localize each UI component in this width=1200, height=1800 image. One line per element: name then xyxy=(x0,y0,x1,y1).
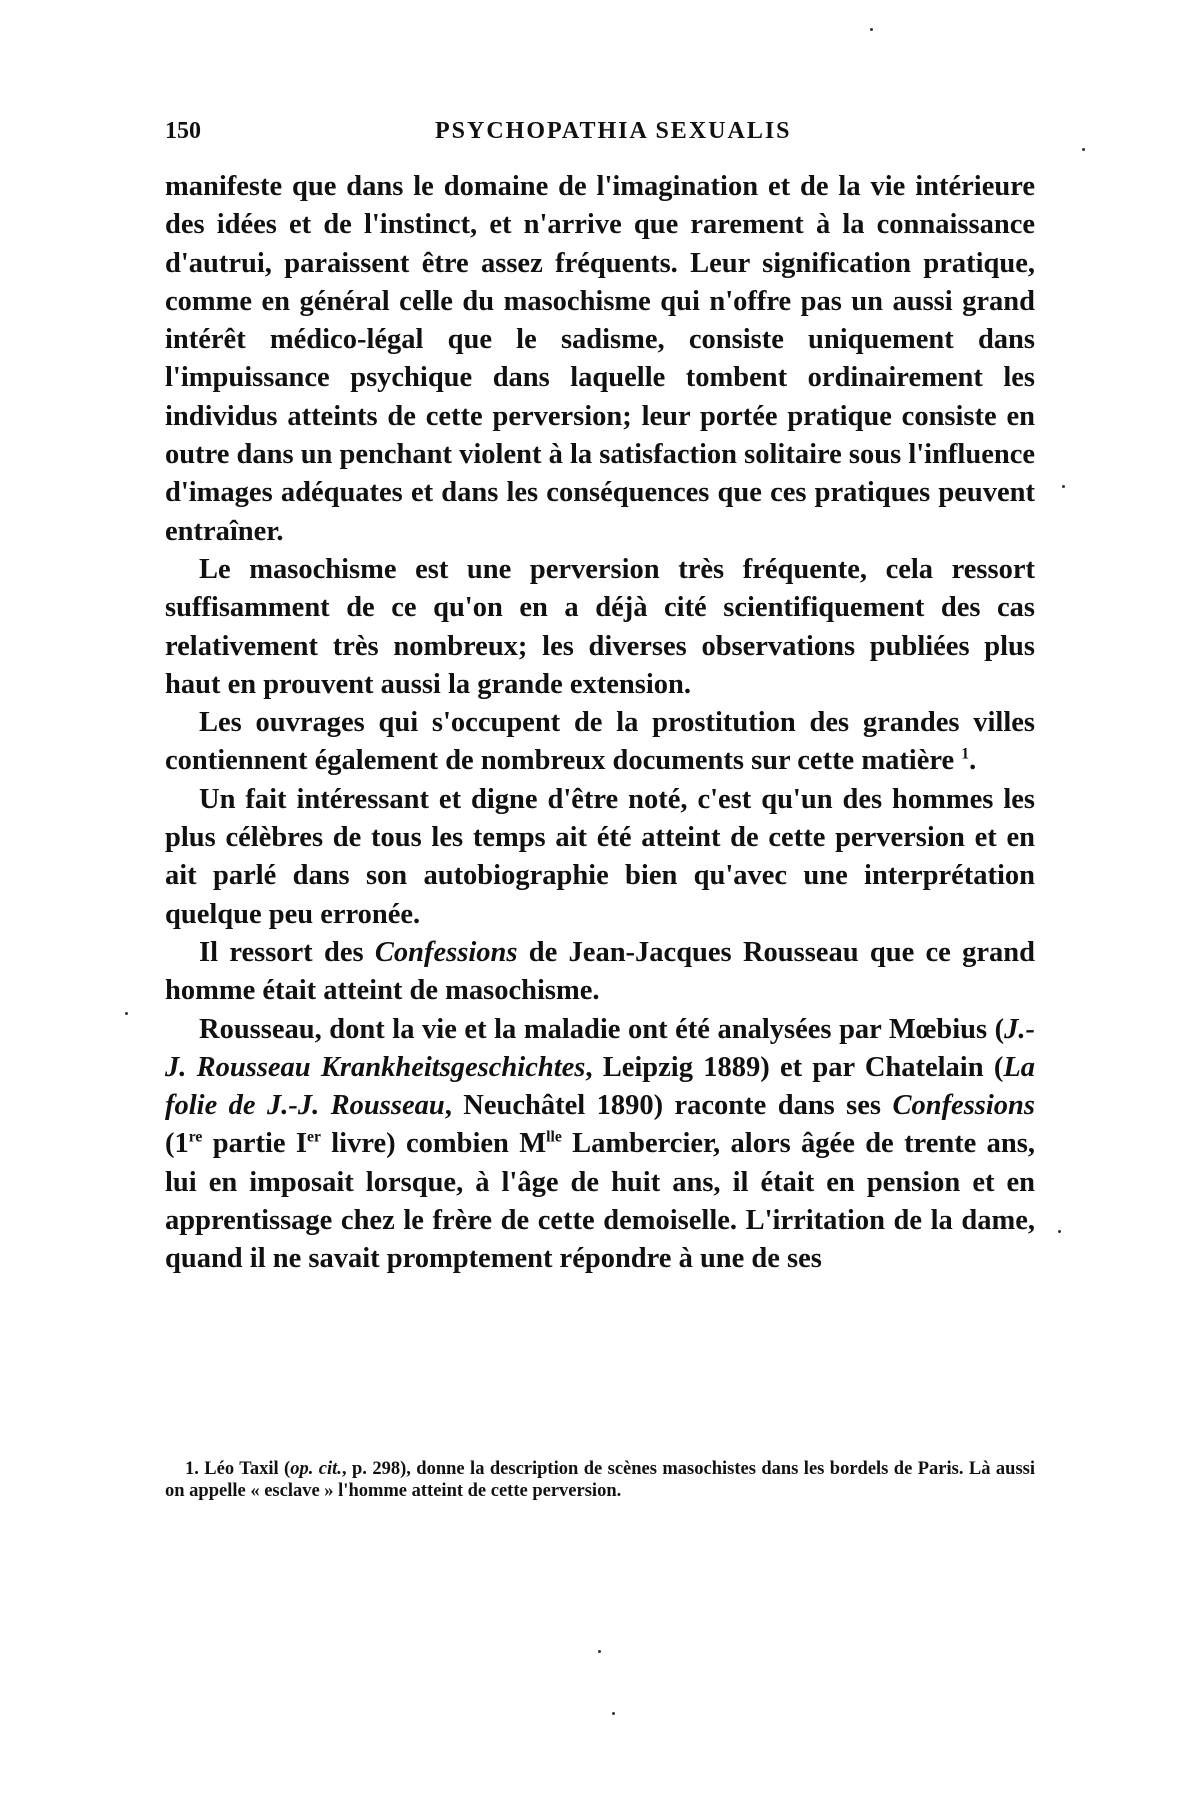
paragraph-2: Le masochisme est une perversion très fréquente, cela ressort suffisamment de ce qu'on en a déjà cité scientifiquement des cas relativement très nombreux; les diverses observations publiées plus haut en prouvent aussi la grande extension. xyxy=(165,553,1035,700)
footnote-text-b: , p. 298), donne la description de scènes masochistes dans les bordels de Paris. Là aussi on appelle « esclave » l'homme atteint de cette perversion. xyxy=(165,1459,1035,1501)
page-header xyxy=(165,118,1035,158)
ordinal-suffix-re: re xyxy=(188,1128,203,1146)
paragraph-6-part-a: Rousseau, dont la vie et la maladie ont été analysées par Mœbius ( xyxy=(199,1013,1005,1045)
ordinal-suffix-er: er xyxy=(307,1128,321,1146)
paragraph-4: Un fait intéressant et digne d'être noté, c'est qu'un des hommes les plus célèbres de tous les temps ait été atteint de cette perversion et en ait parlé dans son autobiographie bien qu'avec une interprétation quelque peu erronée. xyxy=(165,783,1035,930)
paragraph-3 xyxy=(165,704,1035,781)
paragraph-5 xyxy=(165,934,1035,1011)
scan-speck xyxy=(612,1712,615,1715)
paragraph-3-end: . xyxy=(969,745,977,777)
footnote-text-a: Léo Taxil ( xyxy=(198,1459,291,1479)
paragraph-6-part-d: (1 xyxy=(165,1128,189,1160)
paragraph-6-part-e: partie I xyxy=(202,1128,307,1160)
scan-speck xyxy=(598,1650,601,1653)
paragraph-1: manifeste que dans le domaine de l'imagination et de la vie intérieure des idées et de l'instinct, et n'arrive que rarement à la connaissance d'autrui, paraissent être assez fréquents. Leur signification pratique, comme en général celle du masochisme qui n'offre pas un aussi grand intérêt médico-légal que le sadisme, consiste uniquement dans l'impuissance psychique dans laquelle tombent ordinairement les individus atteints de cette perversion; leur portée pratique consiste en outre dans un penchant violent à la satisfaction solitaire sous l'influence d'images adéquates et dans les conséquences que ces pratiques peuvent entraîner. xyxy=(165,171,1035,547)
paragraph-3-text: Les ouvrages qui s'occupent de la prostitution des grandes villes contiennent également de nombreux documents sur cette matière xyxy=(165,707,1035,777)
page-number: 150 xyxy=(165,118,201,144)
paragraph-6-part-f: livre) combien M xyxy=(320,1128,547,1160)
moebius-work-title: J.-J. Rousseau Krankheitsgeschichtes xyxy=(165,1013,1035,1083)
chatelain-work-title: La folie de J.-J. Rousseau xyxy=(165,1051,1035,1122)
paragraph-6-part-c: , Neuchâtel 1890) raconte dans ses xyxy=(444,1090,893,1122)
paragraph-6-part-g: Lambercier, alors âgée de trente ans, lui en imposait lorsque, à l'âge de huit ans, il était en pension et en apprentissage chez le frère de cette demoiselle. L'irritation de la dame, quand il ne savait promptement répondre à une de ses xyxy=(165,1128,1036,1275)
op-cit: op. cit. xyxy=(290,1459,342,1479)
scan-speck xyxy=(125,1012,128,1015)
confessions-title-2: Confessions xyxy=(892,1090,1035,1122)
footnote-1 xyxy=(165,1458,1035,1502)
paragraph-5-start: Il ressort des xyxy=(199,936,375,968)
running-title: PSYCHOPATHIA SEXUALIS xyxy=(435,118,792,144)
title-abbreviation-lle: lle xyxy=(546,1128,562,1146)
paragraph-5-end: de Jean-Jacques Rousseau que ce grand homme était atteint de masochisme. xyxy=(165,936,1035,1007)
scan-speck xyxy=(1062,485,1065,488)
scan-speck xyxy=(1058,1230,1061,1233)
body-text xyxy=(165,168,1035,1279)
confessions-title: Confessions xyxy=(374,936,518,968)
footnote-marker: 1. xyxy=(185,1459,199,1479)
scan-speck xyxy=(870,28,873,31)
paragraph-6 xyxy=(165,1011,1035,1279)
footnote-reference[interactable]: 1 xyxy=(961,745,970,763)
scan-speck xyxy=(1082,148,1085,151)
paragraph-6-part-b: , Leipzig 1889) et par Chatelain ( xyxy=(585,1051,1004,1083)
footnote xyxy=(165,1458,1035,1502)
